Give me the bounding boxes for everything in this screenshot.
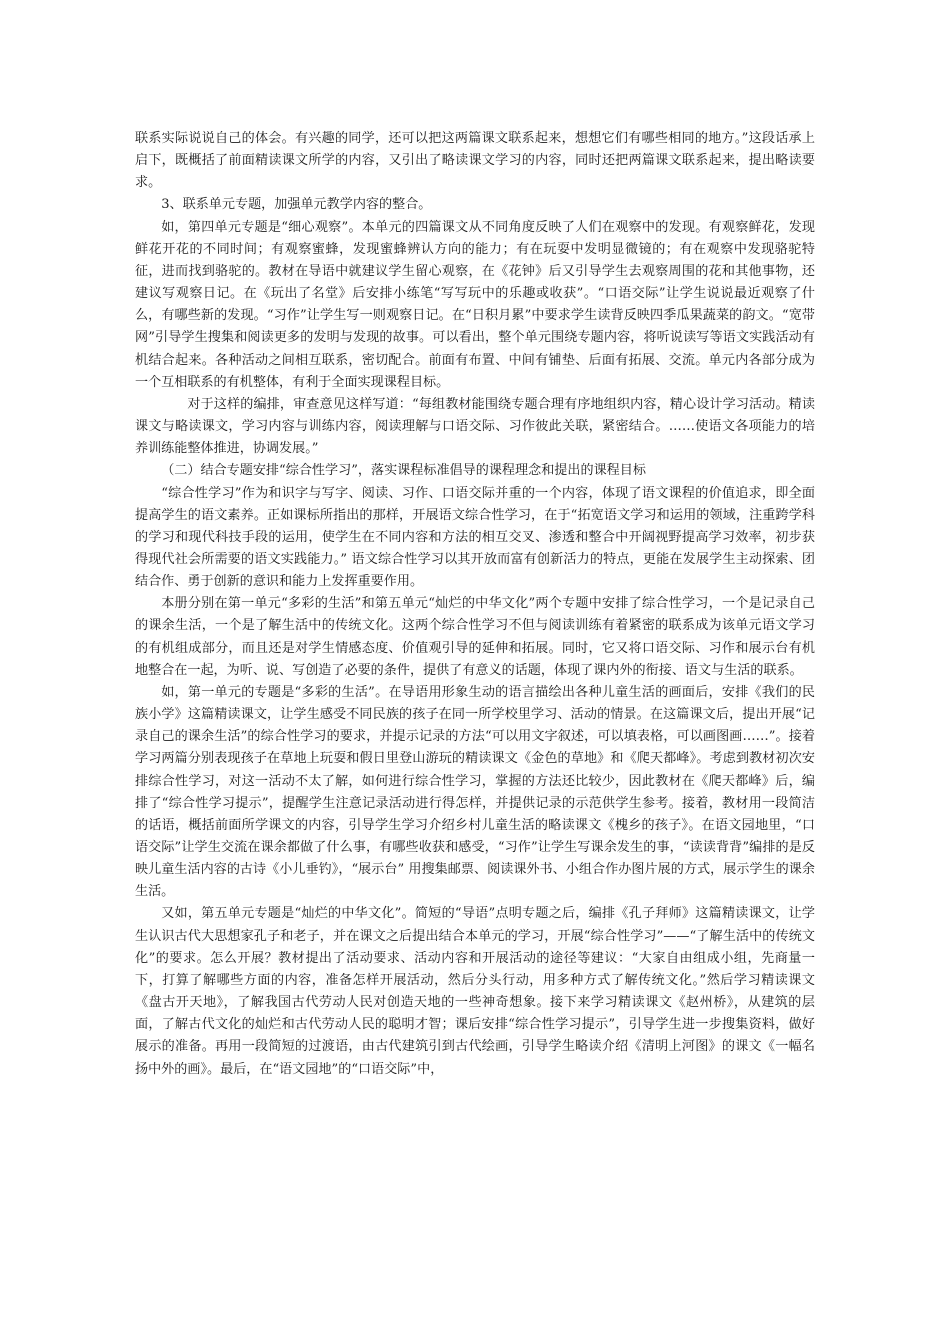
paragraph-unit-five: 又如，第五单元专题是“灿烂的中华文化”。简短的“导语”点明专题之后，编排《孔子拜师》这篇精读课文，让学生认识古代大思想家孔子和老子，并在课文之后提出结合本单元的学习，开展“综合性学习”——“了解生活中的传统文化”的要求。怎么开展？教材提出了活动要求、活动内容和开展活动的途径等建议：“大家自由组成小组，先商量一下，打算了解哪些方面的内容，准备怎样开展活动，然后分头行动，用多种方式了解传统文化。”然后学习精读课文《盘古开天地》，了解我国古代劳动人民对创造天地的一些神奇想象。接下来学习精读课文《赵州桥》，从建筑的层面，了解古代文化的灿烂和古代劳动人民的聪明才智；课后安排“综合性学习提示”，引导学生进一步搜集资料，做好展示的准备。再用一段简短的过渡语，由古代建筑引到古代绘画，引导学生略读介绍《清明上河图》的课文《一幅名扬中外的画》。最后，在“语文园地”的“口语交际”中， [135, 906, 815, 1077]
document-page [135, 128, 815, 1081]
paragraph-review-opinion: 对于这样的编排，审查意见这样写道：“每组教材能围绕专题合理有序地组织内容，精心设计学习活动。精读课文与略读课文，学习内容与训练内容，阅读理解与口语交际、习作彼此关联，紧密结合。……使语文各项能力的培养训练能整体推进，协调发展。” [135, 396, 815, 457]
paragraph-unit-one: 如，第一单元的专题是“多彩的生活”。在导语用形象生动的语言描绘出各种儿童生活的画面后，安排《我们的民族小学》这篇精读课文，让学生感受不同民族的孩子在同一所学校里学习、活动的情景。在这篇课文后，提出开展“记录自己的课余生活”的综合性学习的要求，并提示记录的方法“可以用文字叙述，可以填表格，可以画图画……”。接着学习两篇分别表现孩子在草地上玩耍和假日里登山游玩的精读课文《金色的草地》和《爬天都峰》。考虑到教材初次安排综合性学习，对这一活动不太了解，如何进行综合性学习，掌握的方法还比较少，因此教材在《爬天都峰》后，编排了“综合性学习提示”，提醒学生注意记录活动进行得怎样，并提供记录的示范供学生参考。接着，教材用一段简洁的话语，概括前面所学课文的内容，引导学生学习介绍乡村儿童生活的略读课文《槐乡的孩子》。在语文园地里，“口语交际”让学生交流在课余都做了什么事，有哪些收获和感受，“习作”让学生写课余发生的事，“读读背背”编排的是反映儿童生活内容的古诗《小儿垂钓》，“展示台” 用搜集邮票、阅读课外书、小组合作办图片展的方式，展示学生的课余生活。 [135, 684, 815, 900]
section-heading-unit-theme: 3、联系单元专题，加强单元教学内容的整合。 [161, 197, 432, 213]
section-heading-comprehensive-learning: （二）结合专题安排“综合性学习”，落实课程标准倡导的课程理念和提出的课程目标 [161, 463, 646, 479]
paragraph-two-themes: 本册分别在第一单元“多彩的生活”和第五单元“灿烂的中华文化”两个专题中安排了综合性学习，一个是记录自己的课余生活，一个是了解生活中的传统文化。这两个综合性学习不但与阅读训练有着紧密的联系成为该单元语文学习的有机组成部分，而且还是对学生情感态度、价值观引导的延伸和拓展。同时，它又将口语交际、习作和展示台有机地整合在一起，为听、说、写创造了必要的条件，提供了有意义的话题，体现了课内外的衔接、语文与生活的联系。 [135, 596, 815, 678]
paragraph-continuation: 联系实际说说自己的体会。有兴趣的同学，还可以把这两篇课文联系起来，想想它们有哪些相同的地方。”这段话承上启下，既概括了前面精读课文所学的内容，又引出了略读课文学习的内容，同时还把两篇课文联系起来，提出略读要求。 [135, 131, 815, 191]
paragraph-unit-four: 如，第四单元专题是“细心观察”。本单元的四篇课文从不同角度反映了人们在观察中的发现。有观察鲜花，发现鲜花开花的不同时间；有观察蜜蜂，发现蜜蜂辨认方向的能力；有在玩耍中发明显微镜的；有在观察中发现骆驼特征，进而找到骆驼的。教材在导语中就建议学生留心观察，在《花钟》后又引导学生去观察周围的花和其他事物，还建议写观察日记。在《玩出了名堂》后安排小练笔“写写玩中的乐趣或收获”。“口语交际”让学生说说最近观察了什么，有哪些新的发现。“习作”让学生写一则观察日记。在“日积月累”中要求学生读背反映四季瓜果蔬菜的韵文。“宽带网”引导学生搜集和阅读更多的发明与发现的故事。可以看出，整个单元围绕专题内容，将听说读写等语文实践活动有机结合起来。各种活动之间相互联系，密切配合。前面有布置、中间有铺垫、后面有拓展、交流。单元内各部分成为一个互相联系的有机整体，有利于全面实现课程目标。 [135, 219, 815, 390]
paragraph-comprehensive-learning: “综合性学习”作为和识字与写字、阅读、习作、口语交际并重的一个内容，体现了语文课程的价值追求，即全面提高学生的语文素养。正如课标所指出的那样，开展语文综合性学习，在于“拓宽语文学习和运用的领域，注重跨学科的学习和现代科技手段的运用，使学生在不同内容和方法的相互交叉、渗透和整合中开阔视野提高学习效率，初步获得现代社会所需要的语文实践能力。” 语文综合性学习以其开放而富有创新活力的特点，更能在发展学生主动探索、团结合作、勇于创新的意识和能力上发挥重要作用。 [135, 485, 815, 590]
